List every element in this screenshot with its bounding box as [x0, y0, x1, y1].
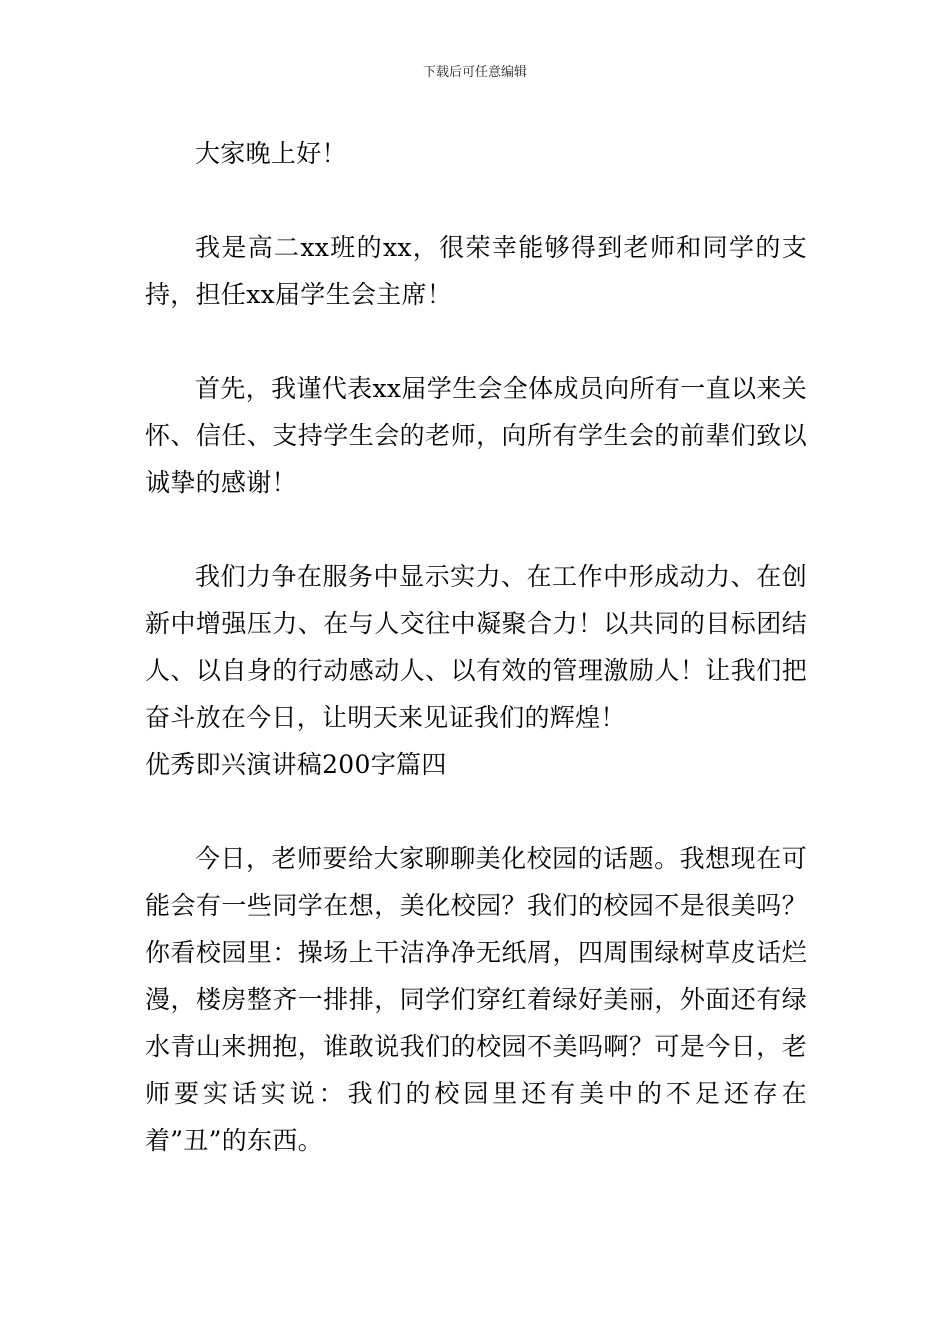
- paragraph-2: 首先，我谨代表xx届学生会全体成员向所有一直以来关怀、信任、支持学生会的老师，向所有学生会的前辈们致以诚挚的感谢！: [145, 374, 807, 497]
- paragraph-3: 我们力争在服务中显示实力、在工作中形成动力、在创新中增强压力、在与人交往中凝聚合力！以共同的目标团结人、以自身的行动感动人、以有效的管理激励人！让我们把奋斗放在今日，让明天来见证我们的辉煌！: [145, 562, 807, 732]
- document-body: [145, 130, 807, 1164]
- section-heading: 优秀即兴演讲稿200字篇四: [145, 750, 447, 779]
- paragraph-gap: [145, 177, 807, 224]
- paragraph-gap: [145, 506, 807, 553]
- paragraph-1: 我是高二xx班的xx，很荣幸能够得到老师和同学的支持，担任xx届学生会主席！: [145, 233, 807, 309]
- header-note: 下载后可任意编辑: [422, 65, 527, 80]
- paragraph-4: 今日，老师要给大家聊聊美化校园的话题。我想现在可能会有一些同学在想，美化校园？我们的校园不是很美吗？你看校园里：操场上干洁净净无纸屑，四周围绿树草皮话烂漫，楼房整齐一排排，同学们穿红着绿好美丽，外面还有绿水青山来拥抱，谁敢说我们的校园不美吗啊？可是今日，老师要实话实说：我们的校园里还有美中的不足还存在着”丑”的东西。: [145, 844, 807, 1155]
- greeting: 大家晚上好！: [195, 139, 347, 168]
- paragraph-gap: [145, 318, 807, 365]
- paragraph-gap: [145, 788, 807, 835]
